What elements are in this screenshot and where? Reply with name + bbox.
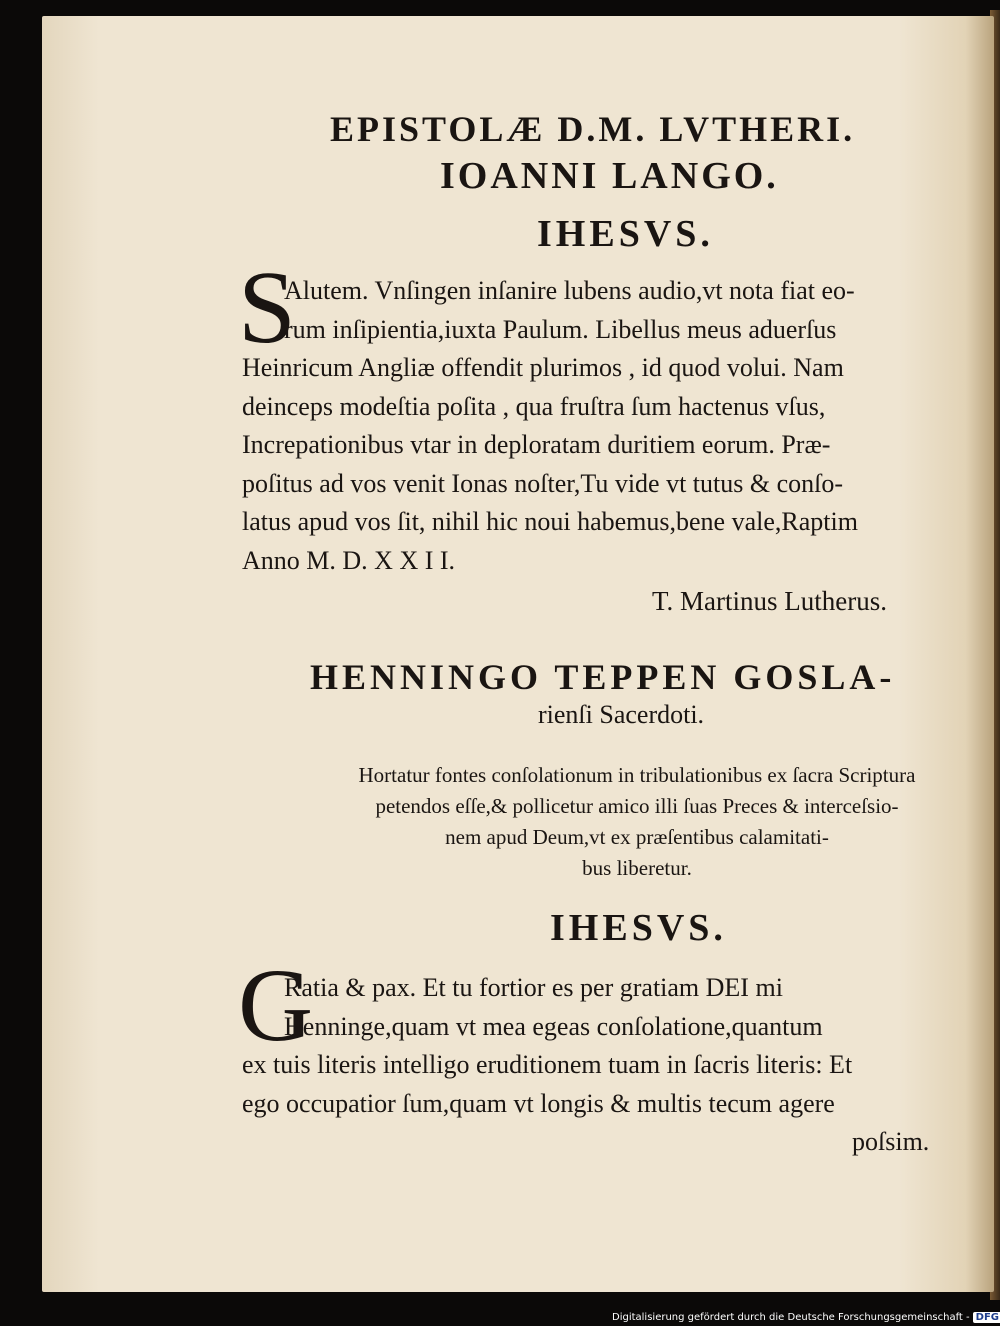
credit-text: Digitalisierung gefördert durch die Deutsche Forschungsgemeinschaft -	[612, 1312, 970, 1323]
text-line: rum inſipientia,iuxta Paulum. Libellus meus aduerſus	[284, 314, 837, 344]
summary-line: petendos eſſe,& pollicetur amico illi ſuas Preces & interceſsio-	[375, 794, 899, 818]
text-line: Alutem. Vnſingen inſanire lubens audio,vt nota fiat eo-	[284, 276, 855, 305]
letter-1-text	[242, 272, 994, 580]
drop-cap: G	[238, 948, 314, 1063]
text-line: ex tuis literis intelligo eruditionem tuam in ſacris literis: Et	[242, 1050, 853, 1079]
text-line: Anno M. D. X X I I.	[242, 545, 456, 575]
invocation-heading-2: IHESVS.	[550, 907, 727, 949]
text-line: poſsim.	[852, 1127, 930, 1156]
letter-2-text	[242, 969, 994, 1162]
drop-cap: S	[238, 250, 296, 365]
running-title: EPISTOLÆ D.M. LVTHERI.	[330, 109, 856, 149]
summary-line: Hortatur fontes conſolationum in tribulationibus ex ſacra Scriptura	[358, 763, 916, 787]
invocation-heading: IHESVS.	[537, 213, 714, 255]
text-line: Increpationibus vtar in deploratam duritiem eorum. Præ-	[242, 430, 831, 459]
text-line: Henninge,quam vt mea egeas conſolatione,quantum	[284, 1011, 823, 1041]
text-line: deinceps modeſtia poſita , qua fruſtra ſum hactenus vſus,	[242, 391, 826, 421]
letter-2-addressee-heading: HENNINGO TEPPEN GOSLA-	[310, 657, 896, 697]
summary-line: bus liberetur.	[582, 856, 692, 880]
letter-summary	[282, 760, 992, 884]
text-line: Heinricum Angliæ offendit plurimos , id quod volui. Nam	[242, 353, 844, 382]
digitization-credit	[612, 1312, 1000, 1323]
letter-addressee-heading: IOANNI LANGO.	[440, 155, 779, 197]
letter-2-addressee-subheading: rienſi Sacerdoti.	[538, 700, 705, 729]
text-line: poſitus ad vos venit Ionas noſter,Tu vide vt tutus & conſo-	[242, 468, 844, 498]
text-line: latus apud vos ſit, nihil hic noui habemus,bene vale,Raptim	[242, 507, 858, 536]
dfg-logo: DFG	[973, 1312, 1000, 1323]
book-page	[42, 16, 994, 1292]
text-line: Ratia & pax. Et tu fortior es per gratiam DEI mi	[284, 973, 783, 1002]
summary-line: nem apud Deum,vt ex præſentibus calamitati-	[445, 825, 829, 849]
signature: T. Martinus Lutherus.	[652, 586, 887, 616]
text-line: ego occupatior ſum,quam vt longis & multis tecum agere	[242, 1088, 835, 1118]
